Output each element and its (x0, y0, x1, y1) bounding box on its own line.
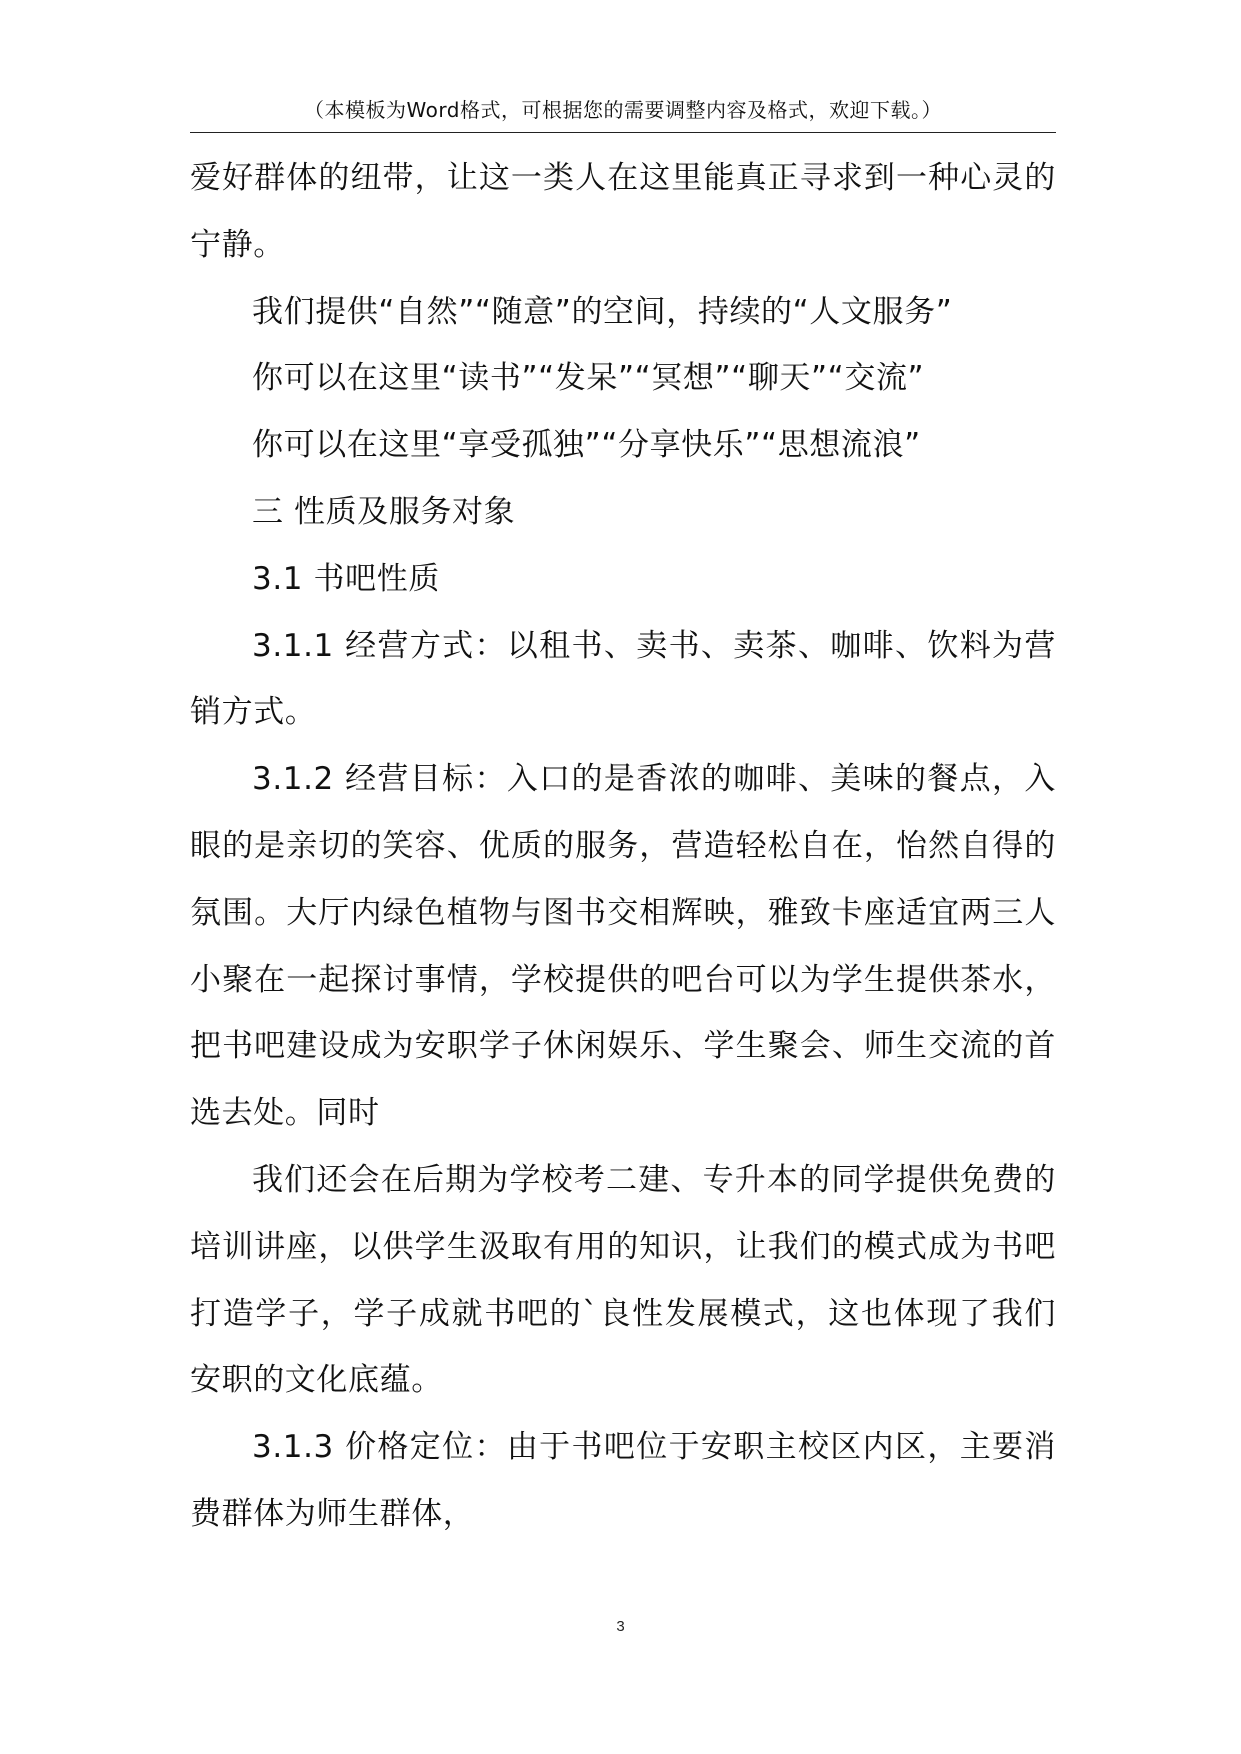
page-number: 3 (616, 1618, 625, 1635)
paragraph: 爱好群体的纽带，让这一类人在这里能真正寻求到一种心灵的宁静。 (190, 160, 1056, 263)
paragraph: 你可以在这里“享受孤独”“分享快乐”“思想流浪” (252, 427, 921, 464)
section-heading: 三 性质及服务对象 (252, 493, 516, 530)
paragraph: 我们提供“自然”“随意”的空间，持续的“人文服务” (252, 293, 953, 330)
page-header: （本模板为Word格式，可根据您的需要调整内容及格式，欢迎下载。） (190, 88, 1056, 133)
paragraph: 我们还会在后期为学校考二建、专升本的同学提供免费的培训讲座，以供学生汲取有用的知识，让我们的模式成为书吧打造学子，学子成就书吧的`良性发展模式，这也体现了我们安职的文化底蕴。 (190, 1161, 1056, 1399)
subsection-heading: 3.1 书吧性质 (252, 560, 440, 597)
paragraph: 你可以在这里“读书”“发呆”“冥想”“聊天”“交流” (252, 360, 925, 397)
paragraph: 3.1.1 经营方式：以租书、卖书、卖茶、咖啡、饮料为营销方式。 (190, 627, 1056, 731)
paragraph: 3.1.2 经营目标：入口的是香浓的咖啡、美味的餐点，入眼的是亲切的笑容、优质的服务，营造轻松自在，怡然自得的氛围。大厅内绿色植物与图书交相辉映，雅致卡座适宜两三人小聚在一起探讨事情，学校提供的吧台可以为学生提供茶水，把书吧建设成为安职学子休闲娱乐、学生聚会、师生交流的首选去处。同时 (190, 761, 1056, 1132)
paragraph: 3.1.3 价格定位：由于书吧位于安职主校区内区，主要消费群体为师生群体， (190, 1429, 1056, 1532)
document-body (190, 145, 1056, 1548)
